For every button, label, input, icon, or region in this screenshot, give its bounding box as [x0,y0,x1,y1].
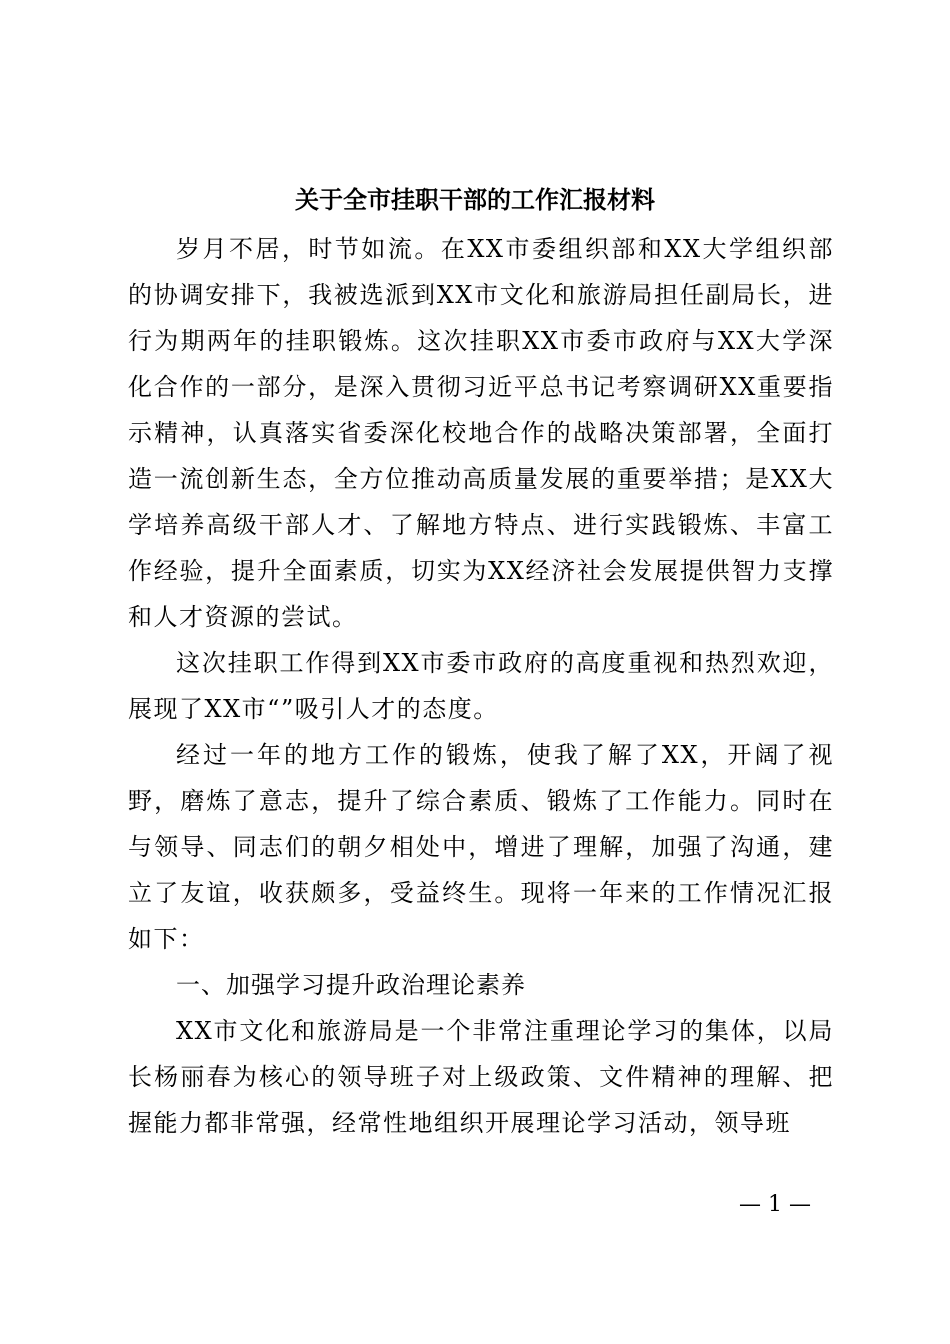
paragraph-experience: 经过一年的地方工作的锻炼，使我了解了XX，开阔了视野，磨炼了意志，提升了综合素质、锻炼了工作能力。同时在与领导、同志们的朝夕相处中，增进了理解，加强了沟通，建立了友谊，收获颇多，受益终生。现将一年来的工作情况汇报如下： [128,741,834,953]
document-body [128,226,834,1146]
page-number: — 1 — [739,1192,811,1217]
paragraph-intro: 岁月不居，时节如流。在XX市委组织部和XX大学组织部的协调安排下，我被选派到XX市文化和旅游局担任副局长，进行为期两年的挂职锻炼。这次挂职XX市委市政府与XX大学深化合作的一部分，是深入贯彻习近平总书记考察调研XX重要指示精神，认真落实省委深化校地合作的战略决策部署，全面打造一流创新生态，全方位推动高质量发展的重要举措；是XX大学培养高级干部人才、了解地方特点、进行实践锻炼、丰富工作经验，提升全面素质，切实为XX经济社会发展提供智力支撑和人才资源的尝试。 [128,235,834,631]
document-title: 关于全市挂职干部的工作汇报材料 [295,185,655,214]
paragraph-welcome: 这次挂职工作得到XX市委市政府的高度重视和热烈欢迎，展现了XX市“”吸引人才的态度。 [128,649,834,723]
paragraph-section-1: XX市文化和旅游局是一个非常注重理论学习的集体，以局长杨丽春为核心的领导班子对上级政策、文件精神的理解、把握能力都非常强，经常性地组织开展理论学习活动，领导班 [128,1017,834,1137]
section-heading: 一、加强学习提升政治理论素养 [176,971,526,999]
